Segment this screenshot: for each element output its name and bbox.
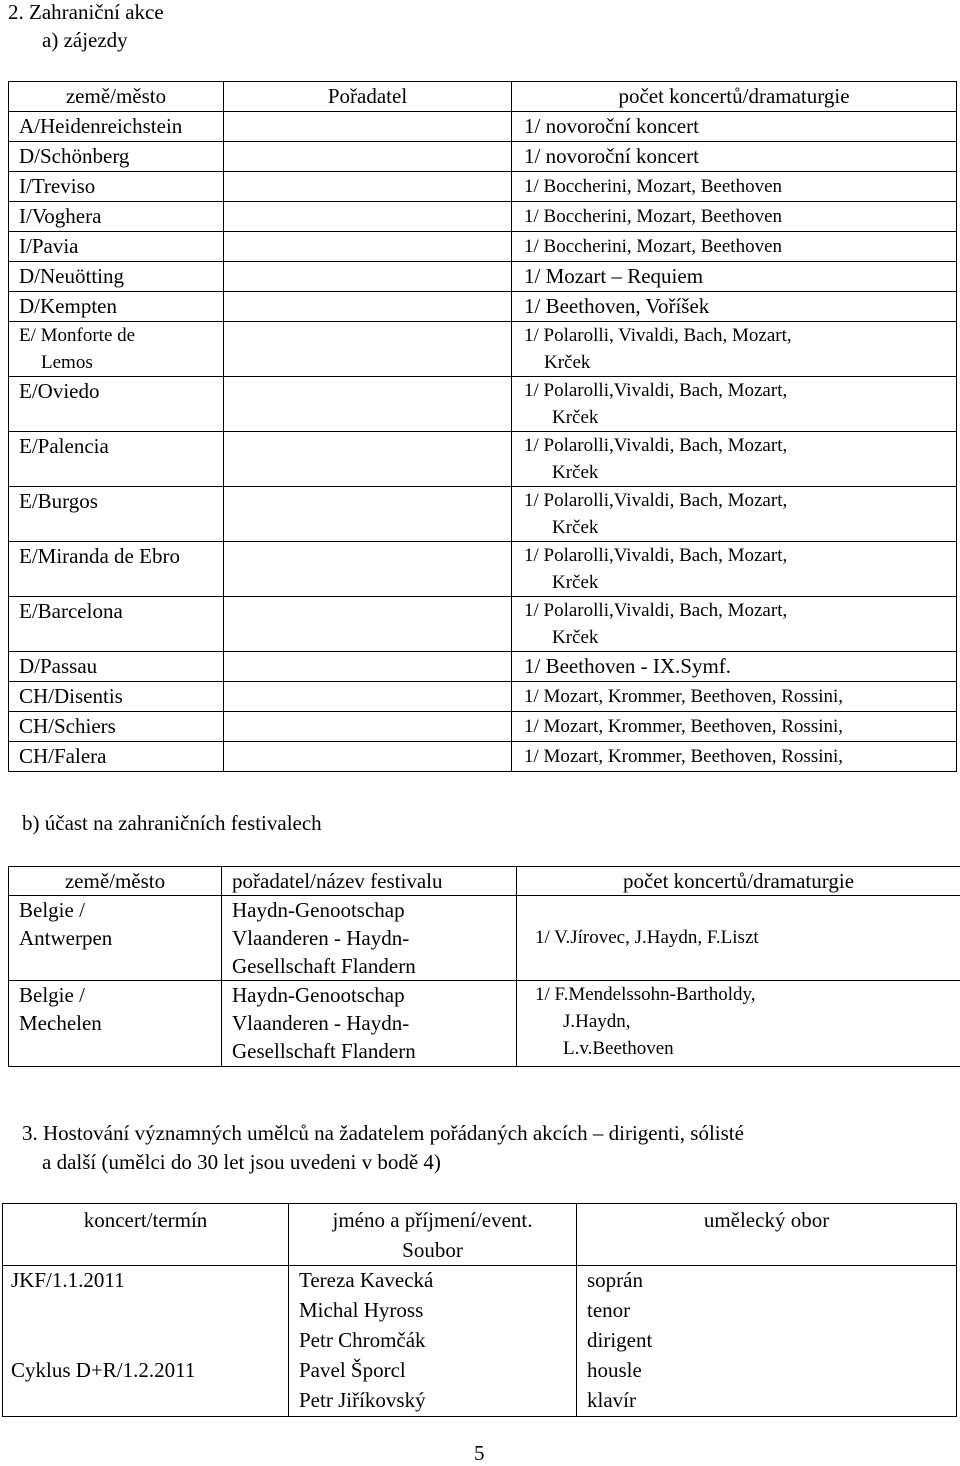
cell-organizer xyxy=(224,682,512,712)
table-row xyxy=(9,487,957,542)
cell-country: CH/Schiers xyxy=(9,712,224,742)
cell-country: D/Passau xyxy=(9,652,224,682)
table-row xyxy=(9,142,957,172)
header-program: počet koncertů/dramaturgie xyxy=(512,82,957,112)
cell-country: I/Treviso xyxy=(9,172,224,202)
cell-field: housle xyxy=(577,1356,957,1386)
table-row xyxy=(3,1266,957,1296)
guests-table xyxy=(2,1203,957,1417)
cell-organizer xyxy=(224,542,512,597)
table-row xyxy=(9,322,957,377)
cell-country: D/Schönberg xyxy=(9,142,224,172)
cell-program: 1/ Mozart, Krommer, Beethoven, Rossini, xyxy=(512,712,957,742)
cell-country: Belgie / Mechelen xyxy=(9,981,222,1067)
cell-organizer xyxy=(224,292,512,322)
table-row xyxy=(9,172,957,202)
table-row xyxy=(9,377,957,432)
cell-organizer xyxy=(224,172,512,202)
cell-name: Tereza Kavecká xyxy=(289,1266,577,1296)
cell-organizer xyxy=(224,112,512,142)
page-number: 5 xyxy=(474,1441,485,1466)
cell-organizer: Haydn-Genootschap Vlaanderen - Haydn- Gesellschaft Flandern xyxy=(222,896,517,981)
cell-program: 1/ Boccherini, Mozart, Beethoven xyxy=(512,202,957,232)
cell-organizer xyxy=(224,262,512,292)
cell-country: D/Neuötting xyxy=(9,262,224,292)
cell-program: 1/ Polarolli,Vivaldi, Bach, Mozart, Krček xyxy=(512,377,957,432)
festivals-title: b) účast na zahraničních festivalech xyxy=(22,811,322,836)
section-heading: 2. Zahraniční akce xyxy=(8,0,164,25)
cell-field: klavír xyxy=(577,1386,957,1417)
table-row xyxy=(9,112,957,142)
table-row xyxy=(3,1326,957,1356)
cell-name: Petr Jiříkovský xyxy=(289,1386,577,1417)
cell-term xyxy=(3,1386,289,1417)
festivals-table xyxy=(8,866,960,1067)
cell-country: D/Kempten xyxy=(9,292,224,322)
cell-organizer xyxy=(224,142,512,172)
header-program: počet koncertů/dramaturgie xyxy=(517,867,960,896)
table-row xyxy=(3,1356,957,1386)
cell-program: 1/ Polarolli,Vivaldi, Bach, Mozart, Krček xyxy=(512,487,957,542)
cell-name: Michal Hyross xyxy=(289,1296,577,1326)
table-row xyxy=(9,597,957,652)
cell-program: 1/ V.Jírovec, J.Haydn, F.Liszt xyxy=(517,896,960,981)
cell-organizer xyxy=(224,597,512,652)
table-row xyxy=(3,1386,957,1417)
header-country: země/město xyxy=(9,867,222,896)
cell-field: tenor xyxy=(577,1296,957,1326)
table-row xyxy=(9,292,957,322)
cell-name: Petr Chromčák xyxy=(289,1326,577,1356)
cell-country: CH/Falera xyxy=(9,742,224,772)
table-row xyxy=(9,262,957,292)
cell-country: E/Oviedo xyxy=(9,377,224,432)
cell-program: 1/ Polarolli,Vivaldi, Bach, Mozart, Krček xyxy=(512,432,957,487)
cell-country: E/Palencia xyxy=(9,432,224,487)
cell-program: 1/ Boccherini, Mozart, Beethoven xyxy=(512,232,957,262)
cell-country: E/Burgos xyxy=(9,487,224,542)
table-row xyxy=(9,652,957,682)
cell-program: 1/ Polarolli, Vivaldi, Bach, Mozart, Krček xyxy=(512,322,957,377)
cell-program: 1/ Beethoven - IX.Symf. xyxy=(512,652,957,682)
cell-organizer xyxy=(224,202,512,232)
table-row xyxy=(9,232,957,262)
cell-organizer xyxy=(224,377,512,432)
cell-term xyxy=(3,1326,289,1356)
header-name: jméno a příjmení/event. Soubor xyxy=(289,1204,577,1266)
cell-organizer xyxy=(224,432,512,487)
tours-table xyxy=(8,81,957,772)
table-row xyxy=(9,896,960,981)
subsection-heading: a) zájezdy xyxy=(42,28,128,53)
table-row xyxy=(9,981,960,1067)
cell-organizer xyxy=(224,487,512,542)
cell-field: soprán xyxy=(577,1266,957,1296)
cell-program: 1/ Mozart – Requiem xyxy=(512,262,957,292)
cell-country: I/Pavia xyxy=(9,232,224,262)
table-row xyxy=(9,742,957,772)
header-organizer: pořadatel/název festivalu xyxy=(222,867,517,896)
cell-field: dirigent xyxy=(577,1326,957,1356)
cell-organizer xyxy=(224,232,512,262)
header-country: země/město xyxy=(9,82,224,112)
cell-term: Cyklus D+R/1.2.2011 xyxy=(3,1356,289,1386)
cell-program: 1/ Boccherini, Mozart, Beethoven xyxy=(512,172,957,202)
table-row xyxy=(9,712,957,742)
cell-program: 1/ Polarolli,Vivaldi, Bach, Mozart, Krček xyxy=(512,597,957,652)
cell-country: E/Barcelona xyxy=(9,597,224,652)
cell-country: CH/Disentis xyxy=(9,682,224,712)
cell-program: 1/ novoroční koncert xyxy=(512,142,957,172)
table-row xyxy=(9,202,957,232)
header-term: koncert/termín xyxy=(3,1204,289,1266)
table-header-row xyxy=(3,1204,957,1266)
cell-organizer xyxy=(224,652,512,682)
cell-organizer: Haydn-Genootschap Vlaanderen - Haydn- Gesellschaft Flandern xyxy=(222,981,517,1067)
cell-program: 1/ Beethoven, Voříšek xyxy=(512,292,957,322)
table-row xyxy=(9,682,957,712)
table-row xyxy=(9,542,957,597)
header-field: umělecký obor xyxy=(577,1204,957,1266)
table-row xyxy=(9,432,957,487)
cell-name: Pavel Šporcl xyxy=(289,1356,577,1386)
cell-program: 1/ Mozart, Krommer, Beethoven, Rossini, xyxy=(512,742,957,772)
table-row xyxy=(3,1296,957,1326)
guests-title-line1: 3. Hostování významných umělců na žadatelem pořádaných akcích – dirigenti, sólisté xyxy=(22,1121,744,1146)
guests-title-line2: a další (umělci do 30 let jsou uvedeni v bodě 4) xyxy=(42,1150,441,1175)
cell-program: 1/ Mozart, Krommer, Beethoven, Rossini, xyxy=(512,682,957,712)
cell-country: E/Miranda de Ebro xyxy=(9,542,224,597)
cell-program: 1/ novoroční koncert xyxy=(512,112,957,142)
cell-country: A/Heidenreichstein xyxy=(9,112,224,142)
header-organizer: Pořadatel xyxy=(224,82,512,112)
cell-country: E/ Monforte de Lemos xyxy=(9,322,224,377)
table-header-row xyxy=(9,867,960,896)
cell-organizer xyxy=(224,742,512,772)
cell-country: I/Voghera xyxy=(9,202,224,232)
cell-term: JKF/1.1.2011 xyxy=(3,1266,289,1296)
table-header-row xyxy=(9,82,957,112)
cell-country: Belgie / Antwerpen xyxy=(9,896,222,981)
cell-organizer xyxy=(224,712,512,742)
cell-term xyxy=(3,1296,289,1326)
cell-program: 1/ F.Mendelssohn-Bartholdy, J.Haydn, L.v.Beethoven xyxy=(517,981,960,1067)
cell-organizer xyxy=(224,322,512,377)
cell-program: 1/ Polarolli,Vivaldi, Bach, Mozart, Krček xyxy=(512,542,957,597)
